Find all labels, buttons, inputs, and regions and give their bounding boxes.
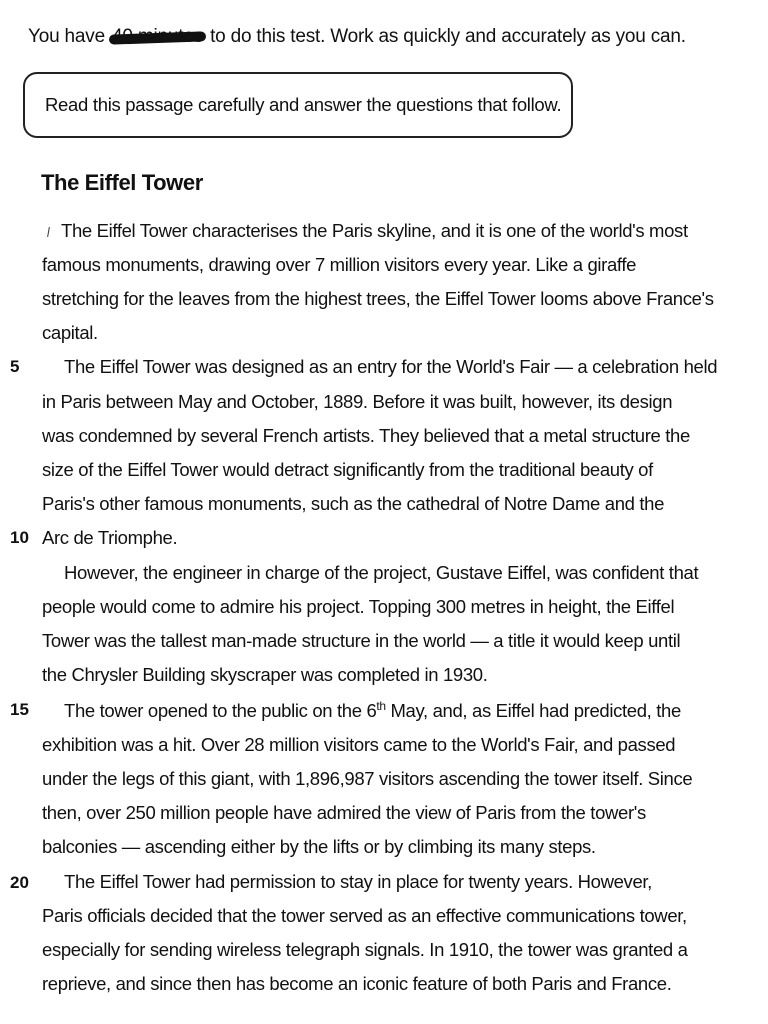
instruction-box-text: Read this passage carefully and answer the questions that follow.	[45, 94, 562, 115]
passage-line-17: under the legs of this giant, with 1,896,987 visitors ascending the tower itself. Since	[42, 768, 693, 789]
passage-line-21: Paris officials decided that the tower served as an effective communications tower,	[42, 905, 687, 926]
passage-line-14: the Chrysler Building skyscraper was completed in 1930.	[42, 664, 488, 685]
passage-line-6: in Paris between May and October, 1889. Before it was built, however, its design	[42, 391, 673, 412]
passage-line-4: capital.	[42, 322, 98, 343]
passage-line-3: stretching for the leaves from the highest trees, the Eiffel Tower looms above France's	[42, 288, 714, 309]
passage-line-11: However, the engineer in charge of the project, Gustave Eiffel, was confident that	[64, 562, 699, 583]
instruction-box	[23, 72, 573, 138]
passage-line-18: then, over 250 million people have admired the view of Paris from the tower's	[42, 802, 646, 823]
passage-line-9: Paris's other famous monuments, such as the cathedral of Notre Dame and the	[42, 493, 665, 514]
instructions-before: You have	[28, 26, 105, 47]
line-number-10: 10	[10, 528, 29, 547]
line-number-15: 15	[10, 700, 29, 719]
line-number-20: 20	[10, 873, 29, 892]
line-number-5: 5	[10, 357, 20, 376]
passage-line-2: famous monuments, drawing over 7 million visitors every year. Like a giraffe	[42, 254, 637, 275]
passage-line-1: The Eiffel Tower characterises the Paris skyline, and it is one of the world's most	[42, 220, 688, 242]
passage-line-22: especially for sending wireless telegraph signals. In 1910, the tower was granted a	[42, 939, 688, 960]
pencil-tick-mark	[47, 227, 50, 237]
test-instructions	[28, 26, 686, 48]
passage-title: The Eiffel Tower	[41, 170, 203, 195]
passage-line-10: Arc de Triomphe.	[42, 527, 178, 548]
passage-line-12: people would come to admire his project. Topping 300 metres in height, the Eiffel	[42, 596, 675, 617]
passage-line-13: Tower was the tallest man-made structure in the world — a title it would keep until	[42, 630, 681, 651]
passage-line-19: balconies — ascending either by the lifts or by climbing its many steps.	[42, 836, 596, 857]
struck-time-limit	[112, 26, 203, 48]
passage-line-20: The Eiffel Tower had permission to stay in place for twenty years. However,	[64, 871, 652, 892]
passage-line-23: reprieve, and since then has become an iconic feature of both Paris and France.	[42, 973, 672, 994]
instructions-after: to do this test. Work as quickly and accurately as you can.	[210, 26, 686, 47]
passage-line-15: The tower opened to the public on the 6th May, and, as Eiffel had predicted, the	[64, 699, 681, 722]
passage-line-7: was condemned by several French artists. They believed that a metal structure the	[42, 425, 690, 446]
passage-line-8: size of the Eiffel Tower would detract significantly from the traditional beauty of	[42, 459, 653, 480]
passage-line-5: The Eiffel Tower was designed as an entry for the World's Fair — a celebration held	[64, 356, 718, 377]
passage-line-16: exhibition was a hit. Over 28 million visitors came to the World's Fair, and passed	[42, 734, 676, 755]
